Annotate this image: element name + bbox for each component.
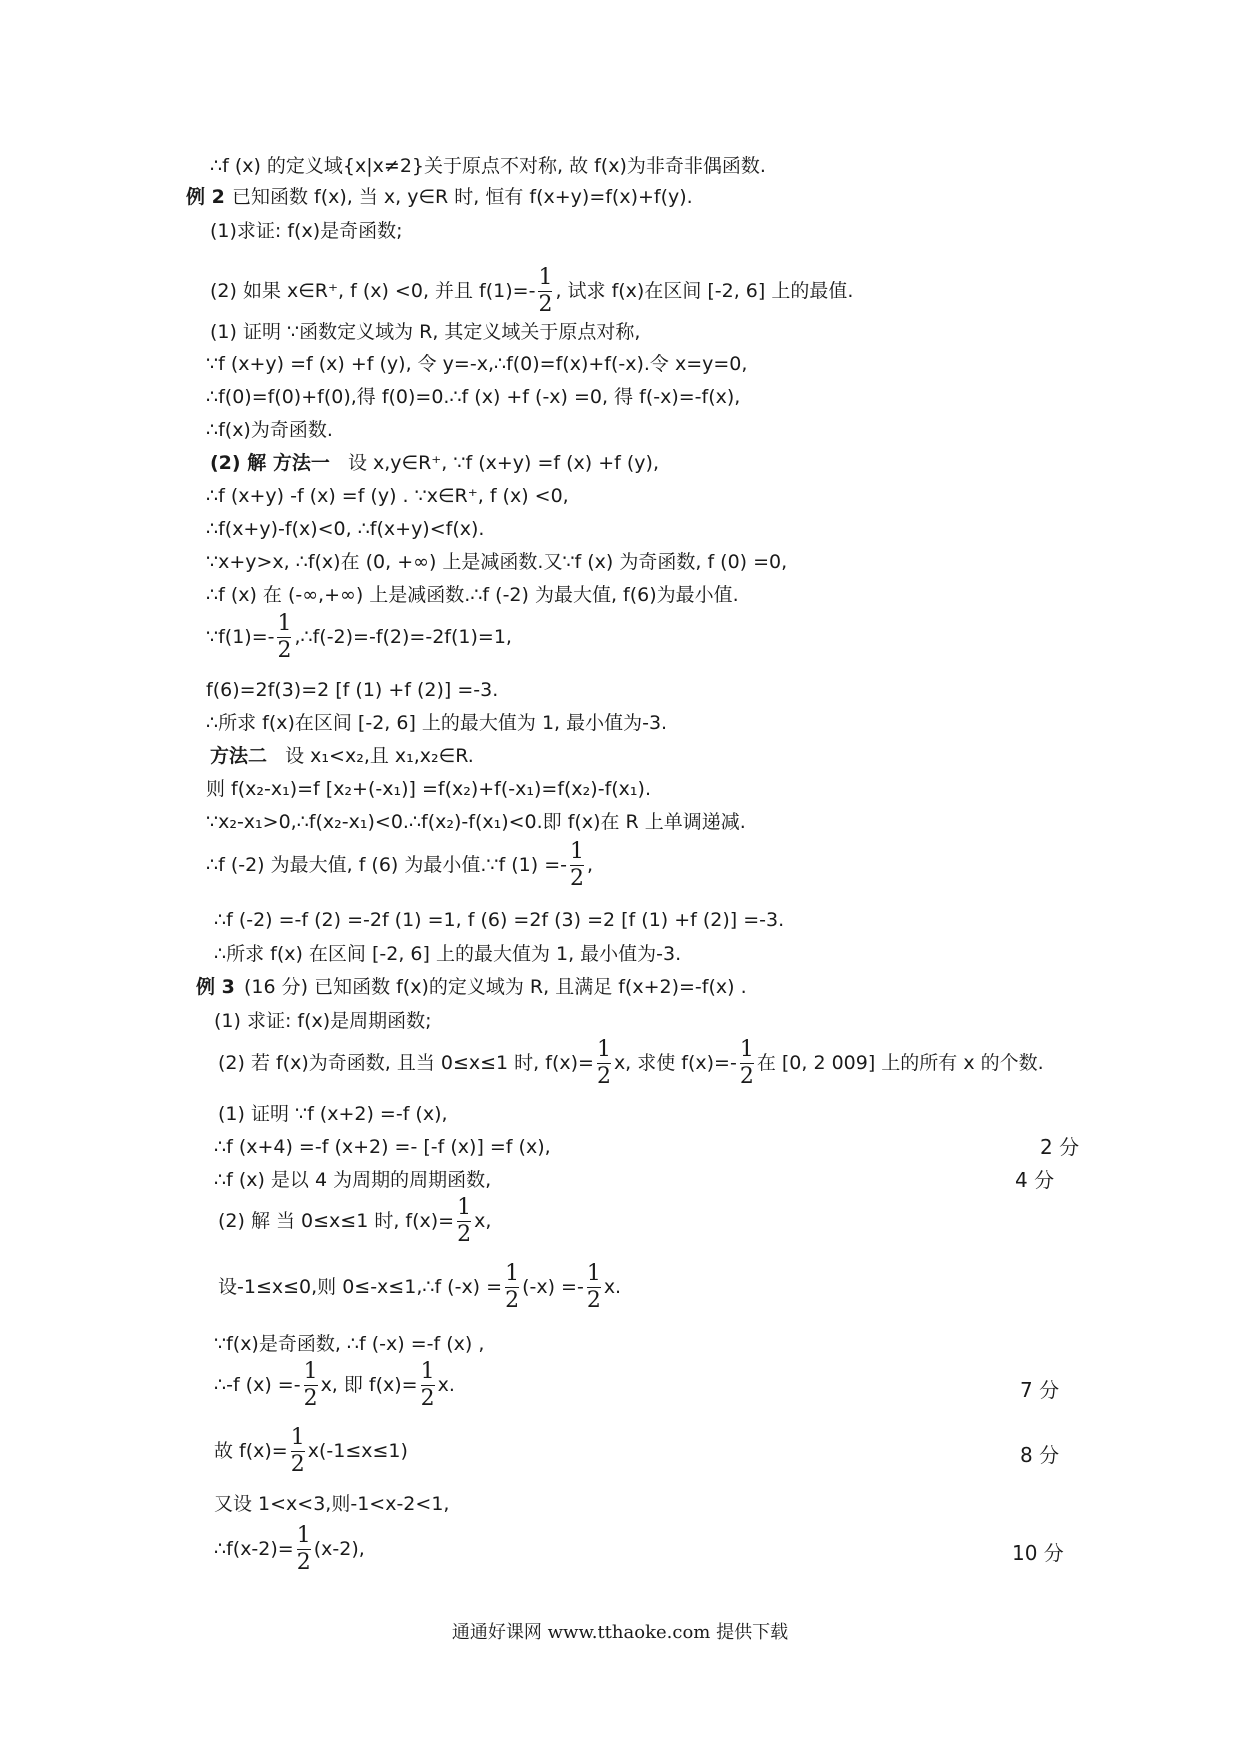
text-segment: (2) 如果 x∈R⁺, f (x) <0, 并且 f(1)=- xyxy=(210,280,536,302)
method-label: 方法二 xyxy=(210,745,268,767)
solution-line xyxy=(214,1524,365,1575)
text-segment: (2) 解 当 0≤x≤1 时, f(x)= xyxy=(218,1210,455,1232)
text-segment: (-x) =- xyxy=(522,1276,584,1298)
solution-line: ∵f(x)是奇函数, ∴f (-x) =-f (x) , xyxy=(214,1333,485,1355)
proof-line: (1) 证明 ∵函数定义域为 R, 其定义域关于原点对称, xyxy=(210,321,641,343)
solution-line: ∵x₂-x₁>0,∴f(x₂-x₁)<0.∴f(x₂)-f(x₁)<0.即 f(x)在 R 上单调递减. xyxy=(206,811,746,833)
fraction-numerator: 1 xyxy=(505,1261,520,1286)
text-segment: ∴f(x-2)= xyxy=(214,1538,294,1560)
fraction-denominator: 2 xyxy=(303,1386,318,1411)
solution-line xyxy=(214,1426,408,1477)
fraction-denominator: 2 xyxy=(538,292,553,317)
fraction-denominator: 2 xyxy=(457,1222,472,1247)
page-footer: 通通好课网 www.tthaoke.com 提供下载 xyxy=(451,1622,789,1643)
solution-line xyxy=(210,744,474,768)
fraction-denominator: 2 xyxy=(569,866,584,891)
text-segment: 在 [0, 2 009] 上的所有 x 的个数. xyxy=(756,1052,1044,1074)
text-segment: 故 f(x)= xyxy=(214,1440,288,1462)
text-segment: x, 求使 f(x)=- xyxy=(613,1052,737,1074)
score-label: 8 分 xyxy=(1020,1443,1060,1467)
solution-line xyxy=(206,612,512,663)
solution-line xyxy=(210,451,659,475)
solution-line: ∴所求 f(x) 在区间 [-2, 6] 上的最大值为 1, 最小值为-3. xyxy=(214,943,682,965)
problem-statement: 已知函数 f(x), 当 x, y∈R 时, 恒有 f(x+y)=f(x)+f(y). xyxy=(232,186,693,208)
solution-line: ∴f(x+y)-f(x)<0, ∴f(x+y)<f(x). xyxy=(206,518,485,540)
solution-line: f(6)=2f(3)=2 [f (1) +f (2)] =-3. xyxy=(206,679,499,701)
fraction-denominator: 2 xyxy=(739,1064,754,1089)
fraction xyxy=(297,1524,311,1575)
text-segment: ∴f (-2) 为最大值, f (6) 为最小值.∵f (1) =- xyxy=(206,854,567,876)
text-segment: , xyxy=(586,854,594,876)
fraction-numerator: 1 xyxy=(296,1523,311,1548)
fraction-numerator: 1 xyxy=(586,1261,601,1286)
fraction xyxy=(570,840,584,891)
fraction-numerator: 1 xyxy=(277,611,292,636)
proof-line: ∴f(x)为奇函数. xyxy=(206,419,333,441)
text-segment: , 试求 f(x)在区间 [-2, 6] 上的最值. xyxy=(555,280,854,302)
problem-statement: (16 分) 已知函数 f(x)的定义域为 R, 且满足 f(x+2)=-f(x) . xyxy=(244,976,747,998)
fraction-numerator: 1 xyxy=(538,265,553,290)
score-label: 2 分 xyxy=(1040,1135,1080,1159)
fraction-numerator: 1 xyxy=(290,1425,305,1450)
text-segment: ,∴f(-2)=-f(2)=-2f(1)=1, xyxy=(294,626,512,648)
solution-line: 又设 1<x<3,则-1<x-2<1, xyxy=(214,1493,450,1515)
fraction-numerator: 1 xyxy=(569,839,584,864)
text-segment: 设-1≤x≤0,则 0≤-x≤1,∴f (-x) = xyxy=(218,1276,503,1298)
text-segment: (2) 若 f(x)为奇函数, 且当 0≤x≤1 时, f(x)= xyxy=(218,1052,594,1074)
text-segment: ∴-f (x) =- xyxy=(214,1374,301,1396)
fraction xyxy=(291,1426,305,1477)
text-segment: 设 x₁<x₂,且 x₁,x₂∈R. xyxy=(285,745,474,767)
fraction xyxy=(304,1360,318,1411)
solution-line: ∵x+y>x, ∴f(x)在 (0, +∞) 上是减函数.又∵f (x) 为奇函数, f (0) =0, xyxy=(206,551,788,573)
problem-part xyxy=(218,1038,1044,1089)
text-segment: x. xyxy=(603,1276,622,1298)
fraction-numerator: 1 xyxy=(596,1037,611,1062)
fraction-denominator: 2 xyxy=(290,1452,305,1477)
solution-line xyxy=(218,1196,491,1247)
text-segment: x, xyxy=(474,1210,492,1232)
proof-line: ∴f (x) 是以 4 为周期的周期函数, xyxy=(214,1169,492,1191)
fraction-numerator: 1 xyxy=(303,1359,318,1384)
fraction xyxy=(538,266,552,317)
text-segment: ∵f(1)=- xyxy=(206,626,275,648)
fraction-numerator: 1 xyxy=(739,1037,754,1062)
text-segment: x(-1≤x≤1) xyxy=(307,1440,408,1462)
fraction xyxy=(277,612,291,663)
proof-line: ∵f (x+y) =f (x) +f (y), 令 y=-x,∴f(0)=f(x)+f(-x).令 x=y=0, xyxy=(206,353,748,375)
fraction xyxy=(740,1038,754,1089)
proof-line: (1) 证明 ∵f (x+2) =-f (x), xyxy=(218,1103,448,1125)
problem-part: (1)求证: f(x)是奇函数; xyxy=(210,220,403,242)
proof-line: ∴f(0)=f(0)+f(0),得 f(0)=0.∴f (x) +f (-x) =0, 得 f(-x)=-f(x), xyxy=(206,386,741,408)
fraction-denominator: 2 xyxy=(596,1064,611,1089)
solution-line: ∴f (-2) =-f (2) =-2f (1) =1, f (6) =2f (3) =2 [f (1) +f (2)] =-3. xyxy=(214,909,785,931)
text-segment: (x-2), xyxy=(313,1538,365,1560)
proof-line: ∴f (x+4) =-f (x+2) =- [-f (x)] =f (x), xyxy=(214,1136,551,1158)
score-label: 7 分 xyxy=(1020,1378,1060,1402)
fraction-denominator: 2 xyxy=(505,1288,520,1313)
solution-line: 则 f(x₂-x₁)=f [x₂+(-x₁)] =f(x₂)+f(-x₁)=f(x₂)-f(x₁). xyxy=(206,778,651,800)
solution-line xyxy=(218,1262,621,1313)
problem-part xyxy=(210,260,853,322)
example-label: 例 3 xyxy=(196,976,235,998)
text-segment: x, 即 f(x)= xyxy=(320,1374,418,1396)
fraction-denominator: 2 xyxy=(586,1288,601,1313)
text-segment: 设 x,y∈R⁺, ∵f (x+y) =f (x) +f (y), xyxy=(347,452,659,474)
solution-line: ∴所求 f(x)在区间 [-2, 6] 上的最大值为 1, 最小值为-3. xyxy=(206,712,668,734)
example-label: 例 2 xyxy=(186,186,225,208)
text-segment: x. xyxy=(437,1374,455,1396)
fraction xyxy=(587,1262,601,1313)
fraction-denominator: 2 xyxy=(277,638,292,663)
solution-line: ∴f (x) 在 (-∞,+∞) 上是减函数.∴f (-2) 为最大值, f(6)为最小值. xyxy=(206,584,739,606)
fraction xyxy=(505,1262,519,1313)
fraction-denominator: 2 xyxy=(420,1386,435,1411)
fraction-numerator: 1 xyxy=(457,1195,472,1220)
solution-line xyxy=(206,840,593,891)
fraction-denominator: 2 xyxy=(296,1550,311,1575)
solution-line: ∴f (x+y) -f (x) =f (y) . ∵x∈R⁺, f (x) <0, xyxy=(206,485,569,507)
fraction xyxy=(457,1196,471,1247)
method-label: (2) 解 方法一 xyxy=(210,452,330,474)
text-line: ∴f (x) 的定义域{x|x≠2}关于原点不对称, 故 f(x)为非奇非偶函数. xyxy=(210,155,766,177)
solution-line xyxy=(214,1360,455,1411)
score-label: 10 分 xyxy=(1012,1541,1064,1565)
fraction xyxy=(421,1360,435,1411)
fraction-numerator: 1 xyxy=(420,1359,435,1384)
fraction xyxy=(597,1038,611,1089)
problem-part: (1) 求证: f(x)是周期函数; xyxy=(214,1010,432,1032)
score-label: 4 分 xyxy=(1015,1168,1055,1192)
